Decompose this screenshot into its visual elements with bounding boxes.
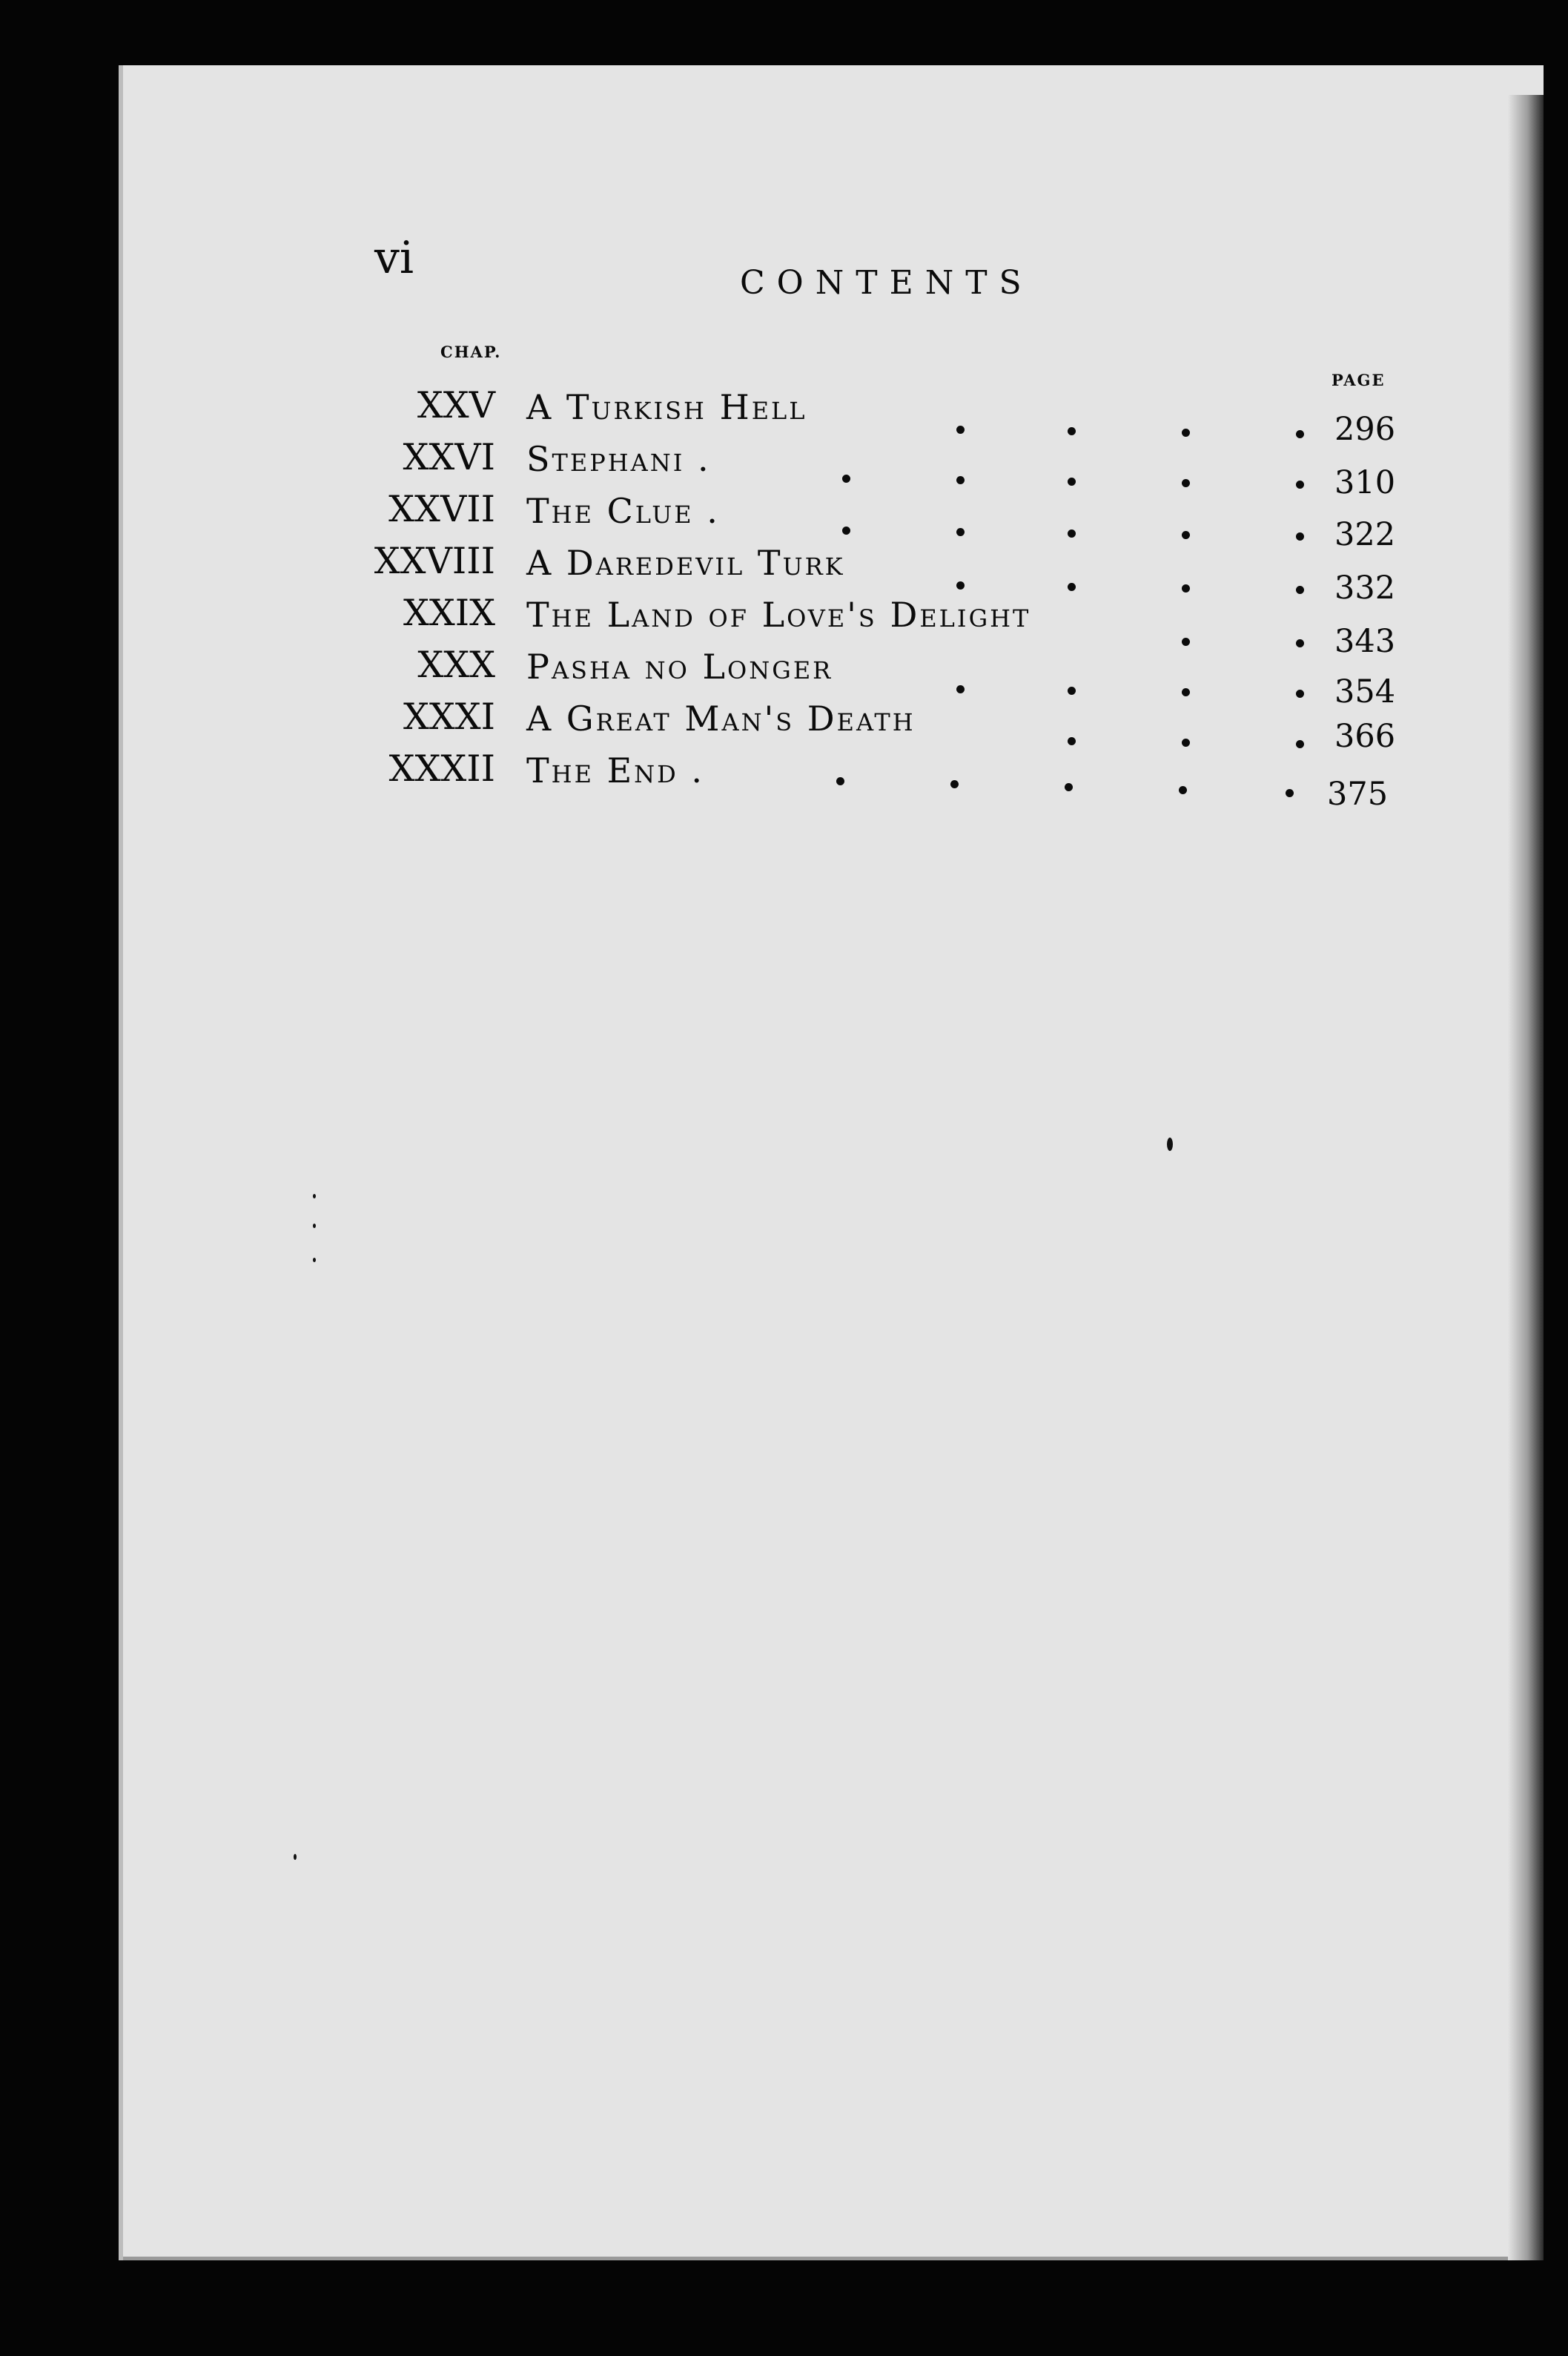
toc-row <box>0 748 1483 813</box>
leader-dot <box>956 528 965 536</box>
leader-dot <box>1286 789 1294 797</box>
chapter-numeral: XXXII <box>388 748 495 790</box>
leader-dot <box>1068 687 1076 695</box>
leader-dot <box>1296 690 1304 698</box>
chapter-numeral: XXIX <box>403 592 495 634</box>
toc-row <box>0 488 1483 553</box>
chapter-numeral: XXX <box>417 644 495 686</box>
leader-dot <box>1182 479 1190 487</box>
chapter-page-number: 310 <box>1334 464 1396 501</box>
chapter-page-number: 343 <box>1334 623 1396 660</box>
page-column-label: PAGE <box>1332 371 1386 389</box>
chapter-column-label: CHAP. <box>440 343 502 361</box>
leader-dot <box>1182 584 1190 593</box>
leader-dot <box>1179 786 1187 794</box>
leader-dot <box>836 777 844 785</box>
leader-dot <box>1296 586 1304 594</box>
ink-speck <box>313 1224 316 1228</box>
leader-dot <box>956 476 965 484</box>
running-head: CONTENTS <box>740 264 1033 302</box>
leader-dot <box>956 581 965 590</box>
leader-dot <box>1068 529 1076 538</box>
leader-dot <box>1068 737 1076 745</box>
chapter-title: A Great Man's Death <box>526 699 916 739</box>
leader-dot <box>842 475 850 483</box>
chapter-title: The Clue . <box>526 491 720 531</box>
toc-row <box>0 696 1483 755</box>
leader-dot <box>956 426 965 434</box>
chapter-page-number: 332 <box>1334 570 1396 607</box>
chapter-page-number: 296 <box>1334 411 1396 448</box>
toc-row <box>0 436 1483 501</box>
folio-number: vi <box>374 232 414 284</box>
leader-dot <box>1296 481 1304 489</box>
toc-row <box>0 384 1483 448</box>
leader-dot <box>1068 427 1076 435</box>
leader-dot <box>1296 430 1304 438</box>
leader-dot <box>1068 478 1076 486</box>
leader-dot <box>1182 429 1190 437</box>
chapter-numeral: XXVIII <box>374 540 495 582</box>
leader-dot <box>950 780 959 788</box>
toc-row <box>0 592 1483 660</box>
leader-dot <box>1296 532 1304 541</box>
leader-dot <box>842 527 850 535</box>
ink-speck <box>1167 1138 1173 1151</box>
leader-dot <box>1182 739 1190 747</box>
chapter-numeral: XXVII <box>388 488 495 530</box>
ink-speck <box>294 1854 297 1860</box>
chapter-title: A Daredevil Turk <box>526 543 845 583</box>
chapter-page-number: 366 <box>1334 718 1396 755</box>
leader-dot <box>956 685 965 693</box>
chapter-title: The End . <box>526 750 705 791</box>
leader-dot <box>1068 583 1076 591</box>
chapter-numeral: XXV <box>417 384 495 426</box>
chapter-numeral: XXVI <box>403 436 495 478</box>
chapter-numeral: XXXI <box>403 696 495 738</box>
leader-dot <box>1182 638 1190 646</box>
chapter-page-number: 375 <box>1327 776 1389 813</box>
chapter-title: Stephani . <box>526 439 711 479</box>
chapter-page-number: 322 <box>1334 516 1396 553</box>
ink-speck <box>313 1258 316 1262</box>
leader-dot <box>1065 783 1073 791</box>
chapter-title: The Land of Love's Delight <box>526 595 1031 635</box>
ink-speck <box>313 1194 316 1198</box>
page-edge <box>1508 95 1544 2260</box>
toc-row <box>0 644 1483 710</box>
leader-dot <box>1296 740 1304 748</box>
chapter-title: A Turkish Hell <box>526 387 807 427</box>
leader-dot <box>1182 688 1190 696</box>
toc-row <box>0 540 1483 607</box>
chapter-title: Pasha no Longer <box>526 647 833 687</box>
leader-dot <box>1182 531 1190 539</box>
chapter-page-number: 354 <box>1334 673 1396 710</box>
